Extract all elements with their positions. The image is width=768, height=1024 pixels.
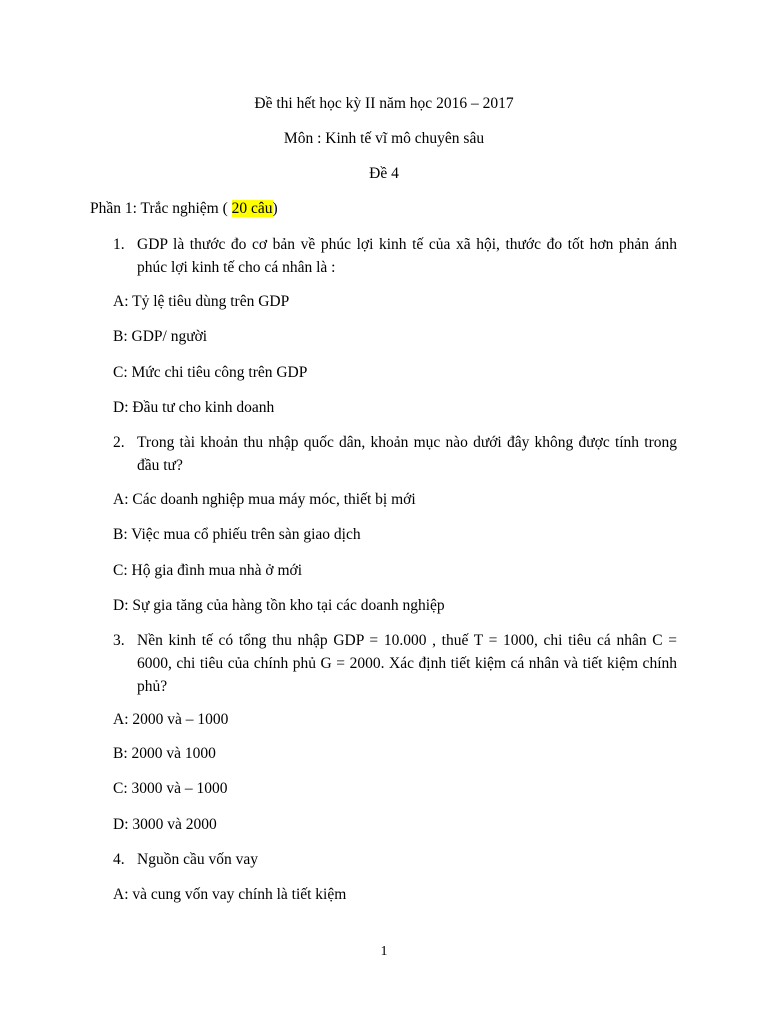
question-3-option-b: B: 2000 và 1000 <box>113 745 216 762</box>
question-1-number: 1. <box>113 236 125 253</box>
question-1-option-b: B: GDP/ người <box>113 328 208 345</box>
question-4-text: Nguồn cầu vốn vay <box>137 851 258 868</box>
question-2-option-a: A: Các doanh nghiệp mua máy móc, thiết bị mới <box>113 491 416 508</box>
question-3-option-c: C: 3000 và – 1000 <box>113 780 228 797</box>
question-1-option-d: D: Đầu tư cho kinh doanh <box>113 399 275 416</box>
exam-subject: Môn : Kinh tế vĩ mô chuyên sâu <box>283 130 485 147</box>
question-1-text: GDP là thước đo cơ bản về phúc lợi kinh tế của xã hội, thước đo tốt hơn phản ánh phúc lợi kinh tế cho cá nhân là : <box>137 236 677 276</box>
question-2-option-d: D: Sự gia tăng của hàng tồn kho tại các doanh nghiệp <box>113 597 445 614</box>
question-1-option-c: C: Mức chi tiêu công trên GDP <box>113 364 308 381</box>
question-2-option-b: B: Việc mua cổ phiếu trên sàn giao dịch <box>113 526 361 543</box>
question-1-option-a: A: Tỷ lệ tiêu dùng trên GDP <box>113 293 290 310</box>
question-2-text: Trong tài khoản thu nhập quốc dân, khoản mục nào dưới đây không được tính trong đầu tư? <box>137 434 677 474</box>
question-3-number: 3. <box>113 632 125 649</box>
question-4-number: 4. <box>113 851 125 868</box>
question-3-option-d: D: 3000 và 2000 <box>113 816 217 833</box>
question-4-option-a: A: và cung vốn vay chính là tiết kiệm <box>113 886 347 903</box>
question-2-option-c: C: Hộ gia đình mua nhà ở mới <box>113 562 303 579</box>
section-highlight: 20 câu <box>231 200 273 217</box>
page-number: 1 <box>380 944 388 959</box>
section-suffix: ) <box>272 200 278 217</box>
question-3-option-a: A: 2000 và – 1000 <box>113 711 229 728</box>
question-3-text: Nền kinh tế có tổng thu nhập GDP = 10.000 , thuế T = 1000, chi tiêu cá nhân C = 6000, chi tiêu của chính phủ G = 2000. Xác định tiết kiệm cá nhân và tiết kiệm chính phủ? <box>137 632 677 695</box>
exam-title: Đề thi hết học kỳ II năm học 2016 – 2017 <box>254 95 514 112</box>
section-prefix: Phần 1: Trắc nghiệm ( <box>90 200 232 217</box>
exam-code: Đề 4 <box>369 165 399 182</box>
question-2-number: 2. <box>113 434 125 451</box>
section-heading <box>90 197 278 220</box>
